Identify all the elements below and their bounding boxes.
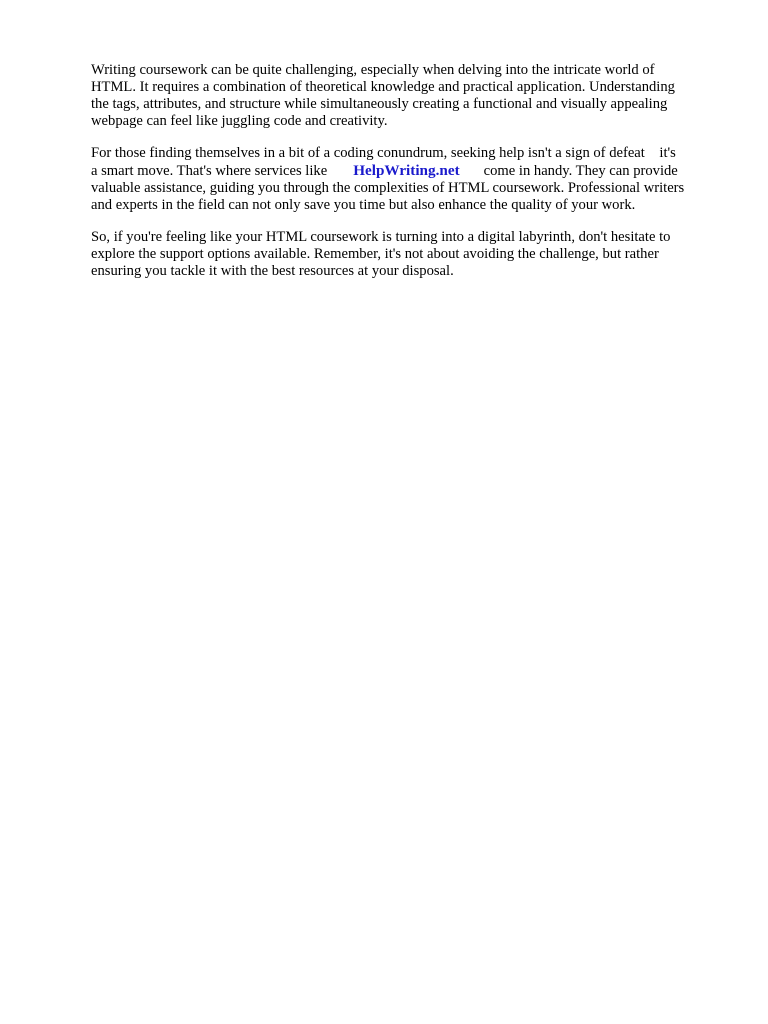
paragraph-line: For those finding themselves in a bit of a coding conundrum, seeking help isn't a sign of defeat it's <box>91 145 676 161</box>
paragraph-line: webpage can feel like juggling code and creativity. <box>91 113 388 129</box>
paragraph-line: ensuring you tackle it with the best resources at your disposal. <box>91 263 454 279</box>
link-prefix-text: a smart move. That's where services like <box>91 163 328 179</box>
paragraph-line: So, if you're feeling like your HTML coursework is turning into a digital labyrinth, don't hesitate to <box>91 229 671 245</box>
paragraph-line-with-link <box>91 162 678 179</box>
paragraph-line: explore the support options available. Remember, it's not about avoiding the challenge, but rather <box>91 246 659 262</box>
link-suffix-text: come in handy. They can provide <box>483 163 678 179</box>
helpwriting-link[interactable]: HelpWriting.net <box>353 162 460 179</box>
paragraph-line: HTML. It requires a combination of theoretical knowledge and practical application. Understanding <box>91 79 675 95</box>
paragraph-line: valuable assistance, guiding you through the complexities of HTML coursework. Professional writers <box>91 180 685 196</box>
paragraph-line: and experts in the field can not only save you time but also enhance the quality of your work. <box>91 197 636 213</box>
paragraph-line: Writing coursework can be quite challenging, especially when delving into the intricate world of <box>91 62 655 78</box>
paragraph-line: the tags, attributes, and structure while simultaneously creating a functional and visually appealing <box>91 96 668 112</box>
